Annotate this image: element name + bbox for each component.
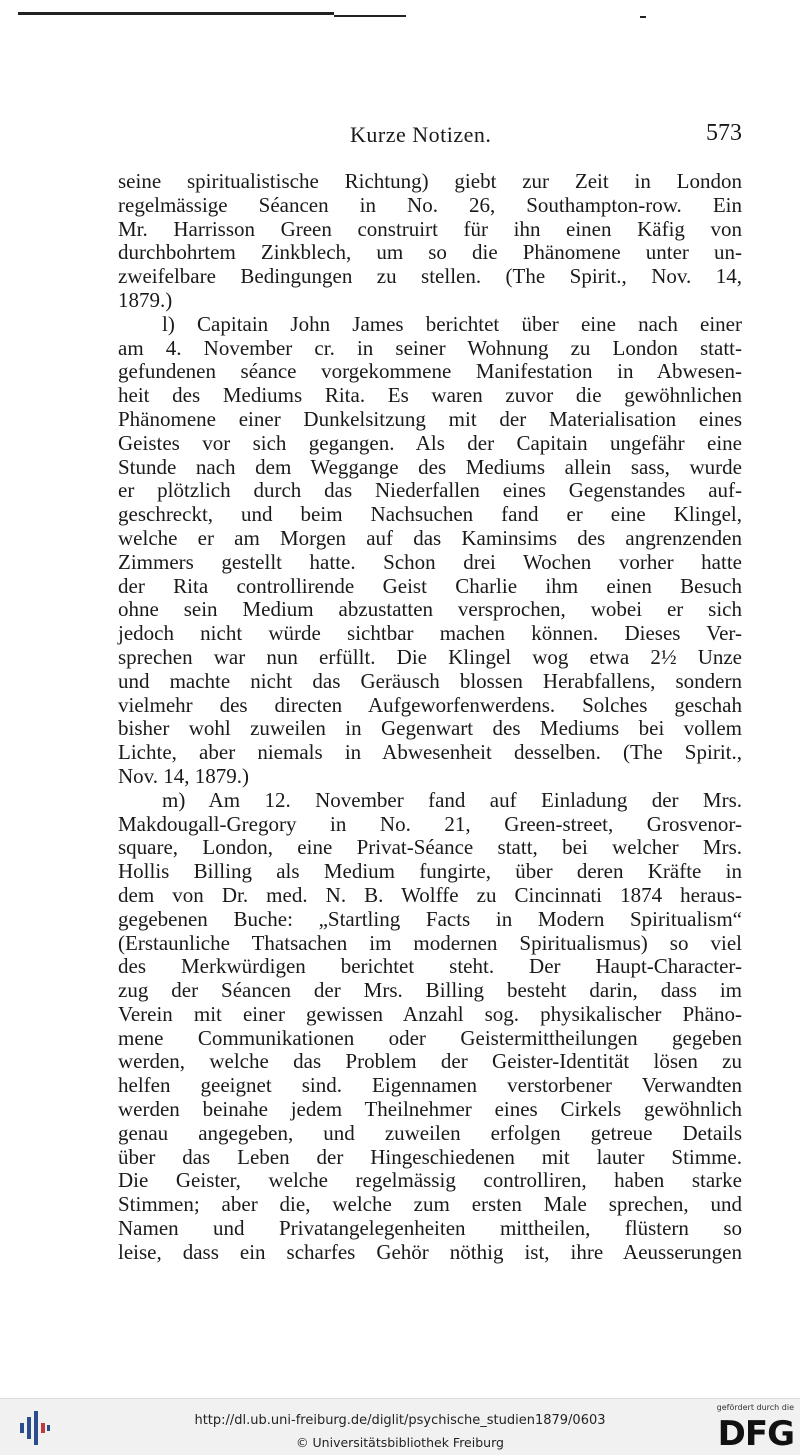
text-line: gefundenen séance vorgekommene Manifestation in Abwesen-: [118, 359, 742, 384]
top-rule-right: [334, 15, 406, 17]
text-line: über das Leben der Hingeschiedenen mit lauter Stimme.: [118, 1144, 742, 1169]
text-line: helfen geeignet sind. Eigennamen verstorbener Verwandten: [118, 1073, 742, 1098]
text-line: dem von Dr. med. N. B. Wolffe zu Cincinnati 1874 heraus-: [118, 882, 742, 907]
text-line: leise, dass ein scharfes Gehör nöthig ist, ihre Aeusserungen: [118, 1239, 742, 1264]
text-line: Namen und Privatangelegenheiten mittheilen, flüstern so: [118, 1216, 742, 1241]
text-line: Mr. Harrisson Green construirt für ihn einen Käfig von: [118, 216, 742, 241]
page-header: [118, 118, 742, 148]
text-line: Nov. 14, 1879.): [118, 763, 250, 788]
text-line: Phänomene einer Dunkelsitzung mit der Materialisation eines: [118, 406, 742, 431]
text-line: Verein mit einer gewissen Anzahl sog. physikalischer Phäno-: [118, 1001, 742, 1026]
text-line: genau angegeben, und zuweilen erfolgen getreue Details: [118, 1120, 742, 1145]
text-line: Hollis Billing als Medium fungirte, über deren Kräfte in: [118, 859, 742, 884]
text-line: ohne sein Medium abzustatten versprochen, wobei er sich: [118, 597, 742, 622]
text-line: vielmehr des directen Aufgeworfenwerdens. Solches geschah: [118, 692, 742, 717]
text-line: heit des Mediums Rita. Es waren zuvor die gewöhnlichen: [118, 383, 742, 408]
page-number: 573: [706, 120, 742, 146]
text-line: regelmässige Séancen in No. 26, Southampton-row. Ein: [118, 192, 742, 217]
viewer-footer: [0, 1398, 800, 1455]
text-line: Lichte, aber niemals in Abwesenheit desselben. (The Spirit.,: [118, 740, 742, 765]
text-line: Makdougall-Gregory in No. 21, Green-street, Grosvenor-: [118, 811, 742, 836]
text-line: geschreckt, und beim Nachsuchen fand er eine Klingel,: [118, 502, 742, 527]
sponsor-caption: gefördert durch die: [716, 1403, 794, 1412]
text-line: bisher wohl zuweilen in Gegenwart des Mediums bei vollem: [118, 716, 742, 741]
text-line: jedoch nicht würde sichtbar machen können. Dieses Ver-: [118, 621, 742, 646]
copyright-notice: © Universitätsbibliothek Freiburg: [296, 1435, 504, 1450]
text-line: und machte nicht das Geräusch blossen Herabfallens, sondern: [118, 668, 742, 693]
text-line: l) Capitain John James berichtet über eine nach einer: [162, 311, 742, 336]
text-line: am 4. November cr. in seiner Wohnung zu London statt-: [118, 335, 742, 360]
text-line: 1879.): [118, 287, 173, 312]
text-line: Geistes vor sich gegangen. Als der Capitain ungefähr eine: [118, 430, 742, 455]
text-line: seine spiritualistische Richtung) giebt zur Zeit in London: [118, 169, 742, 193]
text-line: werden beinahe jedem Theilnehmer eines Cirkels gewöhnlich: [118, 1097, 742, 1122]
text-line: zweifelbare Bedingungen zu stellen. (The Spirit., Nov. 14,: [118, 264, 742, 289]
text-line: der Rita controllirende Geist Charlie ihm einen Besuch: [118, 573, 742, 598]
running-title: Kurze Notizen.: [350, 122, 492, 147]
text-line: sprechen war nun erfüllt. Die Klingel wog etwa 2½ Unze: [118, 644, 742, 669]
text-line: gegebenen Buche: „Startling Facts in Modern Spiritualism“: [118, 906, 742, 931]
body-text: [118, 170, 742, 1265]
text-line: m) Am 12. November fand auf Einladung der Mrs.: [162, 787, 742, 812]
text-line: werden, welche das Problem der Geister-Identität lösen zu: [118, 1049, 742, 1074]
text-line: zug der Séancen der Mrs. Billing besteht darin, dass im: [118, 978, 742, 1003]
text-line: welche er am Morgen auf das Kaminsims des angrenzenden: [118, 525, 742, 550]
text-line: durchbohrtem Zinkblech, um so die Phänomene unter un-: [118, 240, 742, 265]
dfg-wordmark: DFG: [717, 1414, 794, 1454]
text-line: Stunde nach dem Weggange des Mediums allein sass, wurde: [118, 454, 742, 479]
dfg-logo-icon: [702, 1403, 794, 1453]
text-line: er plötzlich durch das Niederfallen eines Gegenstandes auf-: [118, 478, 742, 503]
top-rule-left: [18, 12, 334, 15]
text-line: square, London, eine Privat-Séance statt, bei welcher Mrs.: [118, 835, 742, 860]
top-rule-dash: [640, 16, 646, 18]
text-line: Die Geister, welche regelmässig controlliren, haben starke: [118, 1168, 742, 1193]
text-line: Zimmers gestellt hatte. Schon drei Wochen vorher hatte: [118, 549, 742, 574]
permalink-url[interactable]: http://dl.ub.uni-freiburg.de/diglit/psychische_studien1879/0603: [194, 1413, 606, 1428]
text-line: Stimmen; aber die, welche zum ersten Male sprechen, und: [118, 1192, 742, 1217]
text-line: (Erstaunliche Thatsachen im modernen Spiritualismus) so viel: [118, 930, 742, 955]
text-line: des Merkwürdigen berichtet steht. Der Haupt-Character-: [118, 954, 742, 979]
text-line: mene Communikationen oder Geistermittheilungen gegeben: [118, 1025, 742, 1050]
